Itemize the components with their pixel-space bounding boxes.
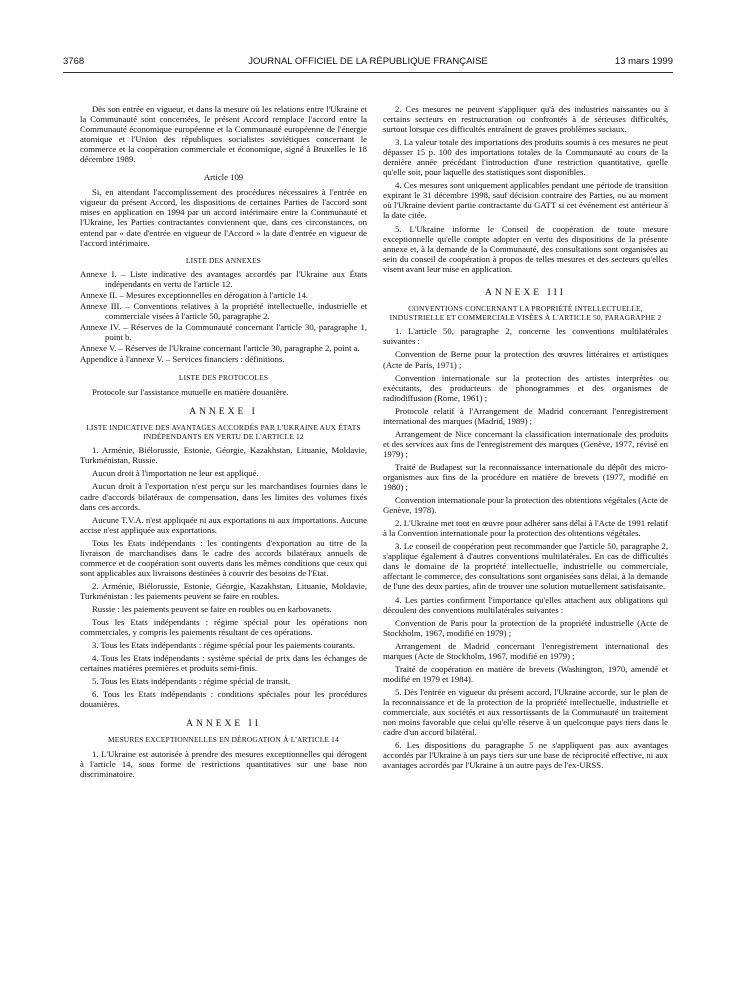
- annex-1-paragraph: Aucune T.V.A. n'est appliquée ni aux exportations ni aux importations. Aucune accise n'est appliquée aux exportations.: [80, 514, 367, 535]
- annex-1-paragraph: 2. Arménie, Biélorussie, Estonie, Géorgie, Kazakhstan, Lituanie, Moldavie, Turkménistan : les paiements peuvent se faire en roubles.: [80, 580, 367, 601]
- annex-2-title: ANNEXE II: [186, 719, 261, 730]
- journal-title: JOURNAL OFFICIEL DE LA RÉPUBLIQUE FRANÇAISE: [248, 56, 488, 67]
- annex-3-paragraph: Protocole relatif à l'Arrangement de Madrid concernant l'enregistrement international des marques (Madrid, 1989) ;: [383, 405, 668, 426]
- annex-3-paragraph: 4. Les parties confirment l'importance qu'elles attachent aux obligations qui découlent des conventions multilatérales suivantes :: [383, 594, 668, 615]
- annex-1-paragraph: Tous les Etats indépendants : les contingents d'exportation au titre de la livraison de marchandises dans le cadre des accords bilatéraux annuels de commerce et de coopération sont ouverts dans les mêmes conditions que ceux qui sont applicables aux livraisons destinées à couvrir des besoins de l'Etat.: [80, 537, 367, 578]
- header-rule: [63, 72, 673, 73]
- annex-1-body: [80, 445, 367, 709]
- annex-3-paragraph: 2. L'Ukraine met tout en œuvre pour adhérer sans délai à l'Acte de 1991 relatif à la Convention internationale pour la protection des obtentions végétales.: [383, 518, 668, 539]
- annex-3-paragraph: Traité de coopération en matière de brevets (Washington, 1970, amendé et modifié en 1979 et 1984).: [383, 663, 668, 684]
- annex-3-subtitle: CONVENTIONS CONCERNANT LA PROPRIÉTÉ INTELLECTUELLE, INDUSTRIELLE ET COMMERCIALE VISÉES À L'ARTICLE 50, PARAGRAPHE 2: [389, 303, 662, 323]
- annex-3-paragraph: 6. Les dispositions du paragraphe 5 ne s'appliquent pas aux avantages accordés par l'Ukraine à un pays tiers sur une base de réciprocité effective, ni aux avantages accordés par l'Ukraine à un autre pays de l'ex-URSS.: [383, 740, 668, 771]
- annex-list-item: Annexe IV. – Réserves de la Communauté concernant l'article 30, paragraphe 1, point b.: [80, 322, 367, 343]
- annex-2-continued: [383, 104, 668, 274]
- protocol-list-title: LISTE DES PROTOCOLES: [178, 373, 269, 383]
- issue-date: 13 mars 1999: [614, 56, 673, 67]
- annex-list-title: LISTE DES ANNEXES: [185, 255, 262, 265]
- annex-3-paragraph: 5. Dès l'entrée en vigueur du présent accord, l'Ukraine accorde, sur le plan de la reconnaissance et de la protection de la propriété intellectuelle, industrielle et commerciale, aux sociétés et aux ressortissants de la Communauté un traitement non moins favorable que celui qu'elle réserve à un quelconque pays tiers dans le cadre d'un accord bilatéral.: [383, 686, 668, 738]
- annex-1-paragraph: 3. Tous les Etats indépendants : régime spécial pour les paiements courants.: [92, 640, 355, 651]
- annex-3-paragraph: 3. Le conseil de coopération peut recommander que l'article 50, paragraphe 2, s'applique également à d'autres conventions multilatérales. En cas de difficultés dans le domaine de la propriété intellectuelle, industrielle ou commerciale, affectant le commerce, des consultations sont organisées sans délai, à la demande de l'une des deux parties, afin de trouver une solution mutuellement satisfaisante.: [383, 541, 668, 592]
- annex-1-paragraph: 5. Tous les Etats indépendants : régime spécial de transit.: [92, 676, 291, 687]
- annex-2-paragraph: 5. L'Ukraine informe le Conseil de coopération de toute mesure exceptionnelle qu'elle compte adopter en vertu des dispositions de la présente annexe et, à la demande de la Communauté, des consultations sont organisées au sein du conseil de coopération à propos de telles mesures et des secteurs qu'elles visent avant leur mise en application.: [383, 223, 668, 274]
- annex-1-subtitle: LISTE INDICATIVE DES AVANTAGES ACCORDÉS PAR L'UKRAINE AUX ÉTATS INDÉPENDANTS EN VERTU DE L'ARTICLE 12: [86, 422, 361, 442]
- annex-2-paragraph: 2. Ces mesures ne peuvent s'appliquer qu'à des industries naissantes ou à certains secteurs en restructuration ou confrontés à de sérieuses difficultés, surtout lorsque ces difficultés entraînent de graves problèmes sociaux.: [383, 104, 668, 135]
- annex-2-paragraph: 1. L'Ukraine est autorisée à prendre des mesures exceptionnelles qui dérogent à l'article 14, sous forme de restrictions quantitatives sur une base non discriminatoire.: [80, 748, 367, 779]
- page-header: [63, 56, 673, 70]
- annex-3-paragraph: Convention internationale sur la protection des artistes interprètes ou exécutants, des producteurs de phonogrammes et des organismes de radiodiffusion (Rome, 1961) ;: [383, 372, 668, 403]
- annex-2-paragraph: 4. Ces mesures sont uniquement applicables pendant une période de transition expirant le 31 décembre 1998, sauf décision contraire des Parties, ou au moment où l'Ukraine devient partie contractante du GATT si cet événement est antérieur à la date citée.: [383, 180, 668, 221]
- annex-list-item: Annexe II. – Mesures exceptionnelles en dérogation à l'article 14.: [80, 290, 309, 300]
- annex-1-paragraph: 6. Tous les Etats indépendants : conditions spéciales pour les procédures douanières.: [80, 689, 367, 710]
- page-number: 3768: [63, 56, 85, 67]
- annex-3-paragraph: Arrangement de Nice concernant la classification internationale des produits et des services aux fins de l'enregistrement des marques (Genève, 1977, révisé en 1979) ;: [383, 428, 668, 459]
- annex-2-subtitle: MESURES EXCEPTIONNELLES EN DÉROGATION À L'ARTICLE 14: [108, 735, 339, 745]
- annex-3-paragraph: Convention de Paris pour la protection de la propriété industrielle (Acte de Stockholm, 1967, modifié en 1979) ;: [383, 617, 668, 638]
- annex-list-item: Appendice à l'annexe V. – Services financiers : définitions.: [80, 354, 285, 365]
- annex-1-paragraph: 1. Arménie, Biélorussie, Estonie, Géorgie, Kazakhstan, Lituanie, Moldavie, Turkménistan, Russie.: [80, 445, 367, 466]
- annex-3-paragraph: Traité de Budapest sur la reconnaissance internationale du dépôt des micro-organismes aux fins de la procédure en matière de brevets (1977, modifié en 1980) ;: [383, 461, 668, 493]
- annex-2-paragraph: 3. La valeur totale des importations des produits soumis à ces mesures ne peut dépasser 15 p. 100 des importations totales de la Communauté au cours de la dernière année précédant l'introduction d'une restriction quantitative, quelle qu'elle soit, pour laquelle des statistiques sont disponibles.: [383, 137, 668, 178]
- annex-list-item: Annexe I. – Liste indicative des avantages accordés par l'Ukraine aux États indépendants en vertu de l'article 12.: [80, 268, 367, 289]
- annex-1-paragraph: Aucun droit à l'importation ne leur est appliqué.: [92, 468, 259, 479]
- annex-1-title: ANNEXE I: [189, 406, 258, 417]
- annex-list: [80, 269, 367, 364]
- annex-3-body: [383, 326, 668, 770]
- annex-1-paragraph: Russie : les paiements peuvent se faire en roubles ou en karbovanets.: [92, 603, 332, 614]
- annex-3-paragraph: Arrangement de Madrid concernant l'enregistrement international des marques (Acte de Stockholm, 1967, modifié en 1979) ;: [383, 640, 668, 661]
- annex-3-paragraph: Convention de Berne pour la protection des œuvres littéraires et artistiques (Acte de Paris, 1971) ;: [383, 349, 668, 370]
- annex-3-paragraph: Convention internationale pour la protection des obtentions végétales (Acte de Genève, 1978).: [383, 495, 668, 516]
- annex-list-item: Annexe V. – Réserves de l'Ukraine concernant l'article 30, paragraphe 2, point a.: [80, 343, 360, 354]
- annex-list-item: Annexe III. – Conventions relatives à la propriété intellectuelle, industrielle et commerciale visées à l'article 50, paragraphe 2.: [80, 301, 367, 322]
- article-109-text: Si, en attendant l'accomplissement des procédures nécessaires à l'entrée en vigueur du présent Accord, les dispositions de certaines Parties de l'accord sont mises en application en 1994 par un accord intérimaire entre la Communauté et l'Ukraine, les Parties contractantes conviennent que, dans ces circonstances, on entend par « date d'entrée en vigueur de l'Accord » la date d'entrée en vigueur de l'accord intérimaire.: [80, 187, 367, 248]
- annex-1-paragraph: Tous les Etats indépendants : régime spécial pour les opérations non commerciales, y compris les paiements résultant de ces opérations.: [80, 617, 367, 638]
- annex-3-paragraph: 1. L'article 50, paragraphe 2, concerne les conventions multilatérales suivantes :: [383, 326, 668, 347]
- annex-1-paragraph: Aucun droit à l'exportation n'est perçu sur les marchandises fournies dans le cadre d'accords bilatéraux de compensation, dans les limites des volumes fixés dans ces accords.: [80, 481, 367, 512]
- annex-3-title: ANNEXE III: [485, 287, 566, 298]
- intro-paragraph: Dès son entrée en vigueur, et dans la mesure où les relations entre l'Ukraine et la Communauté sont concernées, le présent Accord remplace l'accord entre la Communauté économique européenne et la Communauté européenne de l'énergie atomique et l'Union des républiques socialistes soviétiques concernant le commerce et la coopération commerciale et économique, signé à Bruxelles le 18 décembre 1989.: [80, 104, 367, 165]
- protocol-text: Protocole sur l'assistance mutuelle en matière douanière.: [92, 386, 289, 397]
- right-column: [383, 104, 668, 773]
- article-109-title: Article 109: [203, 172, 244, 183]
- annex-1-paragraph: 4. Tous les Etats indépendants : système spécial de prix dans les échanges de certaines matières premières et produits semi-finis.: [80, 653, 367, 674]
- left-column: [80, 104, 367, 782]
